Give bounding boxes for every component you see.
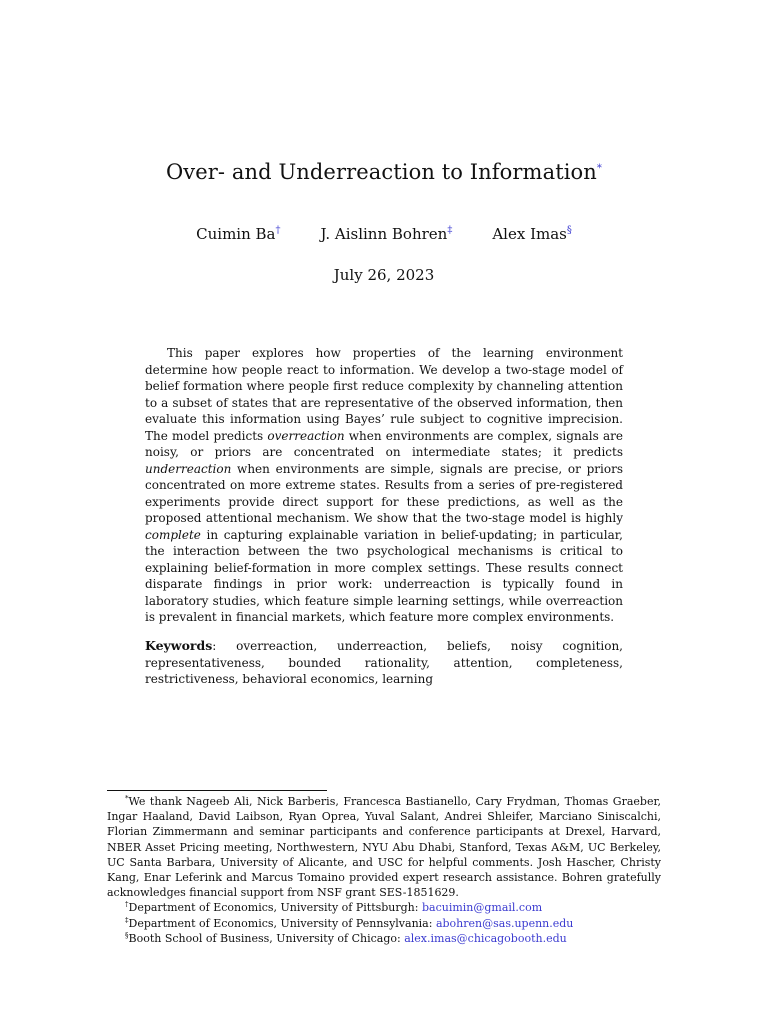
abstract-emphasis: underreaction xyxy=(145,461,232,476)
footnote-mark: † xyxy=(125,900,129,909)
footnote-mark: § xyxy=(125,931,129,940)
title-text: Over- and Underreaction to Information xyxy=(165,160,597,184)
author-bohren xyxy=(321,225,453,243)
abstract-text: in capturing explainable variation in belief-updating; in particular, the interaction between the two psychological mechanisms is critical to explaining belief-formation in more complex settings. These results connect disparate findings in prior work: underreaction is typically found in laboratory studies, which feature simple learning settings, while overreaction is prevalent in financial markets, which feature more complex environments. xyxy=(145,527,623,624)
abstract xyxy=(145,345,623,626)
author-footnote-mark[interactable]: † xyxy=(275,225,281,236)
keywords-list: : overreaction, underreaction, beliefs, noisy cognition, representativeness, bounded rationality, attention, completeness, restrictiveness, behavioral economics, learning xyxy=(145,639,623,686)
abstract-text: This paper explores how properties of the learning environment determine how people react to information. We develop a two-stage model of belief formation where people first reduce complexity by channeling attention to a subset of states that are representative of the observed information, then evaluate this information using Bayes’ rule subject to cognitive imprecision. The model predicts xyxy=(145,346,623,443)
email-link[interactable]: abohren@sas.upenn.edu xyxy=(435,916,574,930)
abstract-emphasis: complete xyxy=(145,527,201,542)
abstract-text: when environments are simple, signals are precise, or priors concentrated on more extreme states. Results from a series of pre-registered experiments provide direct support for these predictions, as well as the proposed attentional mechanism. We show that the two-stage model is highly xyxy=(145,461,623,525)
paper-date: July 26, 2023 xyxy=(333,266,435,284)
footnote-mark: * xyxy=(125,794,129,803)
author-footnote-mark[interactable]: ‡ xyxy=(447,225,453,236)
abstract-text: when environments are complex, signals are noisy, or priors are concentrated on intermediate states; it predicts xyxy=(145,428,623,459)
author-name: Alex Imas xyxy=(492,225,567,243)
author-footnote-mark[interactable]: § xyxy=(566,225,572,236)
author-name: Cuimin Ba xyxy=(196,225,276,243)
title-footnote-mark[interactable]: * xyxy=(596,163,603,174)
footnote-text: Booth School of Business, University of Chicago: xyxy=(128,931,405,945)
footnote-rule xyxy=(107,790,327,791)
footnote-affiliation-ba xyxy=(107,900,661,915)
footnote-text: Department of Economics, University of Pittsburgh: xyxy=(128,901,422,915)
email-link[interactable]: alex.imas@chicagobooth.edu xyxy=(404,931,567,945)
author-ba xyxy=(196,225,280,243)
footnote-text: Department of Economics, University of Pennsylvania: xyxy=(128,916,436,930)
footnote-affiliation-imas xyxy=(107,931,661,946)
keywords-label: Keywords xyxy=(145,638,213,653)
paper-title xyxy=(0,160,768,184)
footnotes xyxy=(107,794,661,946)
abstract-emphasis: overreaction xyxy=(267,428,345,443)
author-imas xyxy=(492,225,572,243)
footnote-affiliation-bohren xyxy=(107,916,661,931)
abstract-paragraph xyxy=(145,345,623,626)
footnote-thanks xyxy=(107,794,661,900)
author-list xyxy=(0,225,768,243)
email-link[interactable]: bacuimin@gmail.com xyxy=(421,901,543,915)
footnote-text: We thank Nageeb Ali, Nick Barberis, Francesca Bastianello, Cary Frydman, Thomas Graeber, Ingar Haaland, David Laibson, Ryan Oprea, Yuval Salant, Andrei Shleifer, Marciano Siniscalchi, Florian Zimmermann and seminar participants and conference participants at Drexel, Harvard, NBER Asset Pricing meeting, Northwestern, NYU Abu Dhabi, Stanford, Texas A&M, UC Berkeley, UC Santa Barbara, University of Alicante, and USC for helpful comments. Josh Hascher, Christy Kang, Enar Leferink and Marcus Tomaino provided expert research assistance. Bohren gratefully acknowledges financial support from NSF grant SES-1851629. xyxy=(107,795,661,900)
footnote-mark: ‡ xyxy=(125,915,129,924)
keywords xyxy=(145,638,623,688)
author-name: J. Aislinn Bohren xyxy=(320,225,448,243)
